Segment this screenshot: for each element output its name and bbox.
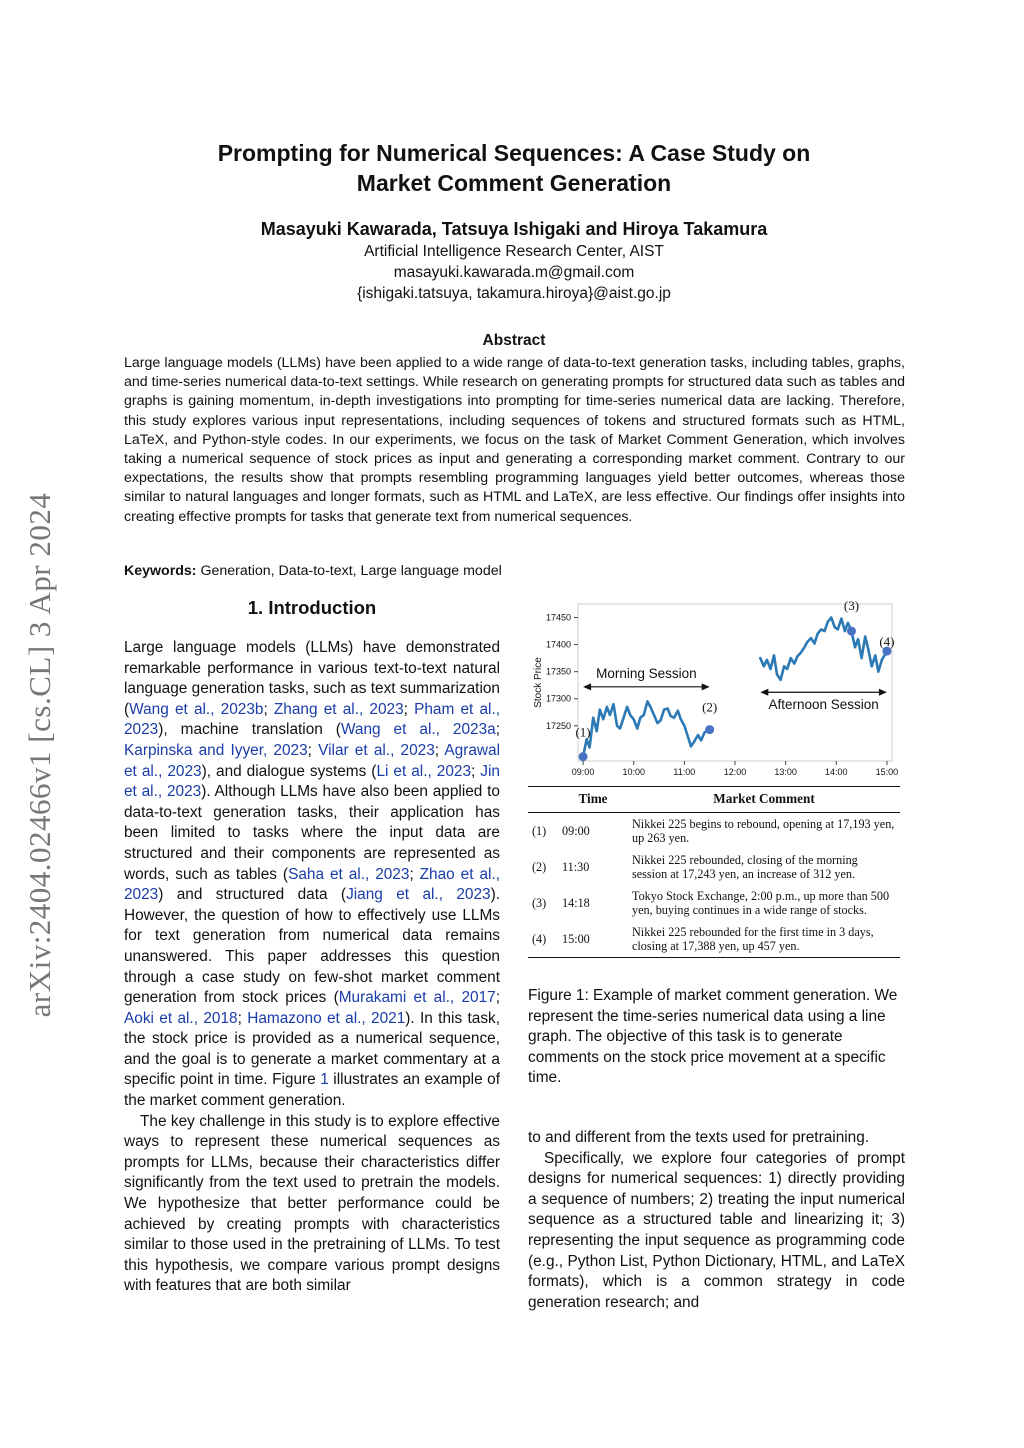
afternoon-session-label: Afternoon Session	[768, 697, 879, 713]
right-column	[528, 1128, 905, 1313]
text-span: ;	[307, 741, 319, 759]
citation-agrawal-2023[interactable]: Agrawal et al., 2023	[124, 741, 500, 780]
y-tick-label: 17400	[545, 639, 571, 650]
table-header-index	[528, 787, 558, 813]
morning-session-arrow-head-right	[702, 683, 710, 690]
figure-reference[interactable]: 1	[320, 1071, 329, 1089]
stock-price-line-chart	[528, 598, 904, 784]
table-header-comment: Market Comment	[628, 787, 900, 813]
x-tick-label: 09:00	[571, 767, 595, 777]
text-span: ) and structured data (	[158, 886, 347, 904]
title-line-2: Market Comment Generation	[356, 170, 672, 196]
citation-saha-2023[interactable]: Saha et al., 2023	[288, 865, 410, 883]
keywords-line	[124, 563, 502, 579]
arxiv-identifier-text: arXiv:2404.02466v1 [cs.CL] 3 Apr 2024	[22, 492, 57, 1018]
left-column	[124, 638, 500, 1297]
text-span: illustrates an example of the market comment generation.	[124, 1071, 500, 1110]
citation-vilar-2023[interactable]: Vilar et al., 2023	[318, 741, 435, 759]
market-comment-table	[528, 786, 900, 958]
row-index: (4)	[528, 921, 558, 958]
text-span: ). Although LLMs have also been applied to data-to-text generation tasks, their application has been limited to tasks where the input data are structured and their components are represented as words, such as tables (	[124, 783, 500, 883]
series-line-afternoon	[760, 618, 887, 680]
morning-session-arrow-head-left	[583, 683, 591, 690]
table-row	[528, 813, 900, 850]
citation-karpinska-2023[interactable]: Karpinska and Iyyer, 2023	[124, 741, 308, 759]
text-span: ), and dialogue systems (	[201, 762, 377, 780]
table-row	[528, 921, 900, 958]
text-span: ). However, the question of how to effectively use LLMs for text generation from numerical data remains unanswered. This paper addresses this question through a case study on few-shot market comment generation from stock prices (	[124, 886, 500, 1007]
row-index: (2)	[532, 859, 547, 874]
title-line-1: Prompting for Numerical Sequences: A Case Study on	[217, 140, 811, 166]
marker-label: (1)	[575, 724, 591, 740]
text-span: Large language models (LLMs) have demonstrated remarkable performance in various text-to-text natural language generation tasks, such as text summarization (	[124, 639, 500, 718]
citation-hamazono-2021[interactable]: Hamazono et al., 2021	[247, 1009, 406, 1027]
afternoon-session-arrow-head-right	[879, 689, 887, 696]
keywords-values: Generation, Data-to-text, Large language model	[196, 563, 502, 579]
x-tick-label: 10:00	[622, 767, 645, 777]
text-span: ;	[409, 865, 420, 883]
text-span: ). In this task, the stock price is provided as a numerical sequence, and the goal is to generate a market commentary at a specific point in time. Figure	[124, 1009, 500, 1089]
author-emails-group: {ishigaki.tatsuya, takamura.hiroya}@aist.go.jp	[357, 285, 671, 302]
citation-zhang-2023[interactable]: Zhang et al., 2023	[273, 700, 404, 718]
author-email: masayuki.kawarada.m@gmail.com	[393, 264, 635, 281]
text-span: ;	[403, 700, 415, 718]
marker-label: (2)	[702, 699, 718, 715]
x-tick-label: 11:00	[673, 767, 696, 777]
morning-session-label: Morning Session	[596, 665, 697, 681]
citation-zhao-2023[interactable]: Zhao et al., 2023	[124, 865, 500, 904]
row-index: (3)	[532, 895, 547, 910]
row-time: 11:30	[562, 859, 590, 874]
author-list: Masayuki Kawarada, Tatsuya Ishigaki and Hiroya Takamura	[260, 219, 768, 239]
marker-point	[847, 627, 856, 636]
text-span: ;	[263, 700, 274, 718]
y-tick-label: 17300	[545, 693, 571, 704]
table-row	[528, 885, 900, 921]
intro-paragraph-2: The key challenge in this study is to explore effective ways to represent these numerical sequences as prompts for LLMs, because their characteristics differ significantly from the text used to pretrain the models. We hypothesize that better performance could be achieved by creating prompts with characteristics similar to those used in the pretraining of LLMs. To test this hypothesis, we compare various prompt designs with features that are both similar	[124, 1112, 500, 1295]
arxiv-identifier-banner	[10, 460, 70, 1050]
text-span: ), machine translation (	[158, 721, 341, 739]
citation-pham-2023[interactable]: Pham et al., 2023	[124, 700, 500, 739]
x-tick-label: 14:00	[825, 767, 848, 777]
citation-jin-2023[interactable]: Jin et al., 2023	[124, 762, 500, 801]
marker-label: (4)	[879, 634, 895, 650]
row-time: 14:18	[562, 895, 590, 910]
citation-wang-2023b[interactable]: Wang et al., 2023b	[129, 700, 264, 718]
row-time: 09:00	[562, 823, 590, 838]
row-comment: Nikkei 225 rebounded for the first time in 3 days, closing at 17,388 yen, up 457 yen.	[628, 921, 900, 958]
y-tick-label: 17350	[545, 666, 571, 677]
table-header-time: Time	[558, 787, 628, 813]
x-tick-label: 13:00	[774, 767, 797, 777]
row-comment: Nikkei 225 begins to rebound, opening at 17,193 yen, up 263 yen.	[632, 816, 895, 845]
row-comment: Nikkei 225 rebounded, closing of the morning session at 17,243 yen, an increase of 312 yen.	[632, 852, 858, 881]
table-header-row	[528, 787, 900, 813]
citation-jiang-2023[interactable]: Jiang et al., 2023	[346, 886, 491, 904]
text-span: ;	[471, 762, 481, 780]
citation-murakami-2017[interactable]: Murakami et al., 2017	[338, 989, 496, 1007]
affiliation: Artificial Intelligence Research Center, AIST	[364, 243, 664, 260]
abstract-heading: Abstract	[482, 332, 546, 349]
x-tick-label: 15:00	[875, 767, 899, 777]
y-axis-label: Stock Price	[533, 657, 544, 708]
section-heading-introduction: 1. Introduction	[247, 597, 377, 618]
citation-wang-2023a[interactable]: Wang et al., 2023a	[340, 721, 496, 739]
abstract-body: Large language models (LLMs) have been applied to a wide range of data-to-text generation tasks, including tables, graphs, and time-series numerical data-to-text settings. While research on generating prompts for structured data such as tables and graphs is gaining momentum, in-depth investigations into prompting for time-series numerical data are lacking. Therefore, this study explores various input representations, including sequences of tokens and structured formats such as HTML, LaTeX, and Python-style codes. In our experiments, we focus on the task of Market Comment Generation, which involves taking a numerical sequence of stock prices as input and generating a corresponding market comment. Contrary to our expectations, the results show that prompts resembling programming languages yield better outcomes, whereas those similar to natural languages and longer formats, such as HTML and LaTeX, are less effective. Our findings offer insights into creating effective prompts for tasks that generate text from numerical sequences.	[124, 355, 905, 525]
marker-point	[705, 725, 714, 734]
afternoon-session-arrow-head-left	[760, 689, 768, 696]
x-tick-label: 12:00	[723, 767, 747, 777]
row-time: 15:00	[558, 921, 628, 958]
y-tick-label: 17450	[545, 612, 571, 623]
series-line-morning	[583, 701, 710, 756]
text-span: ;	[495, 989, 500, 1007]
text-span: ;	[237, 1009, 248, 1027]
table-row	[528, 849, 900, 885]
right-paragraph-2: Specifically, we explore four categories of prompt designs for numerical sequences: 1) directly providing a sequence of numbers; 2) treating the input numerical sequence as a structured table and linearizing it; 3) representing the input sequence as programming code (e.g., Python List, Python Dictionary, HTML, and LaTeX formats), which is a common strategy in code generation research; and	[528, 1149, 905, 1311]
row-index: (1)	[532, 823, 547, 838]
figure-1-caption: Figure 1: Example of market comment generation. We represent the time-series numerical data using a line graph. The objective of this task is to generate comments on the stock price movement at a specific time.	[528, 987, 898, 1087]
paper-title	[124, 138, 904, 198]
text-span: ;	[434, 741, 445, 759]
keywords-label: Keywords:	[124, 563, 197, 579]
citation-li-2023[interactable]: Li et al., 2023	[376, 762, 472, 780]
text-span: ;	[495, 721, 500, 739]
intro-paragraph-1	[124, 638, 500, 1112]
row-comment: Tokyo Stock Exchange, 2:00 p.m., up more than 500 yen, buying continues in a wide range of stocks.	[632, 888, 890, 917]
marker-point	[579, 752, 588, 761]
right-paragraph-1: to and different from the texts used for pretraining.	[528, 1129, 870, 1146]
marker-label: (3)	[843, 598, 860, 614]
y-tick-label: 17250	[545, 720, 571, 731]
citation-aoki-2018[interactable]: Aoki et al., 2018	[124, 1009, 238, 1027]
